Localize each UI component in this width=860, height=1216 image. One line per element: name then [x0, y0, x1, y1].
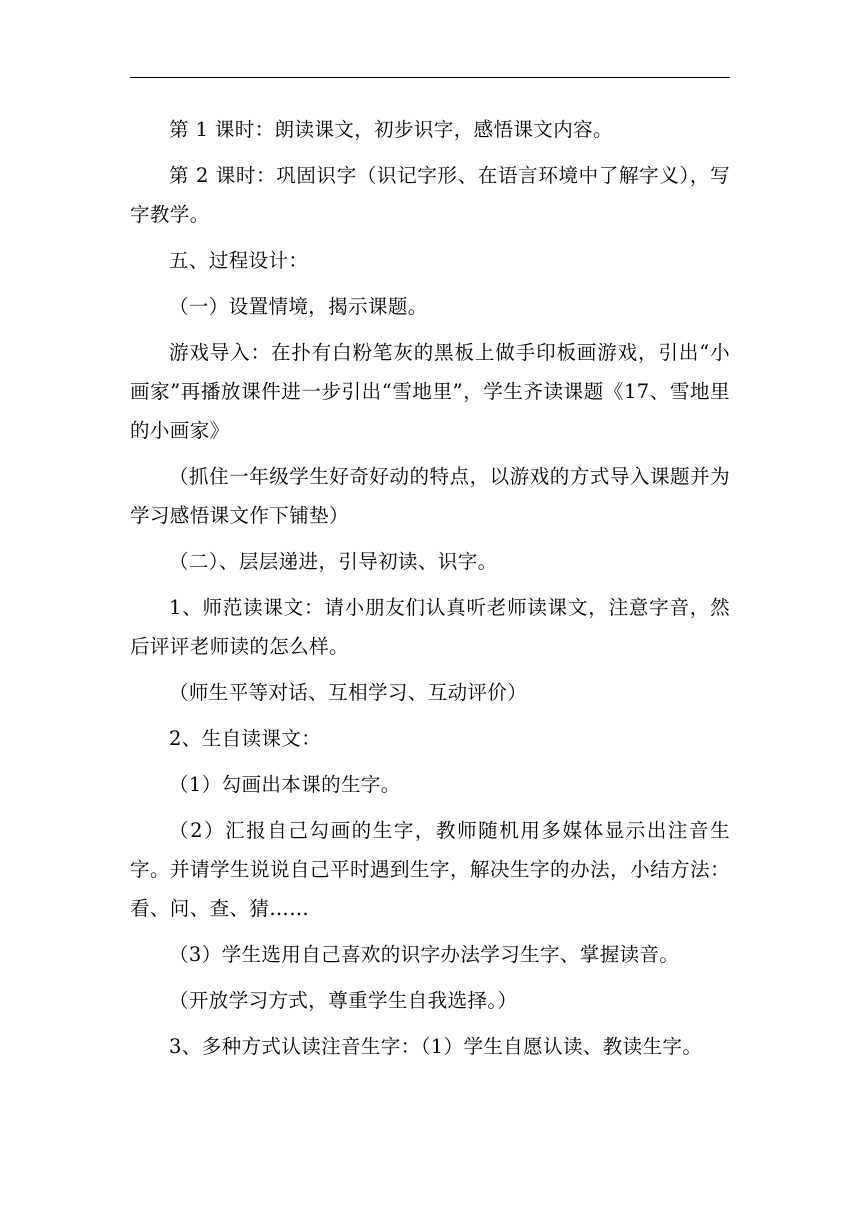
subheading-step-by-step: （二）、层层递进，引导初读、识字。	[169, 550, 498, 573]
paragraph-lesson-1: 第 1 课时：朗读课文，初步识字，感悟课文内容。	[169, 118, 613, 141]
header-rule	[130, 77, 730, 78]
paragraph-game-intro: 游戏导入：在扑有白粉笔灰的黑板上做手印板画游戏，引出“小画家”再播放课件进一步引出“雪地里”，学生齐读课题《17、雪地里的小画家》	[130, 341, 730, 442]
paragraph-mark-characters: （1）勾画出本课的生字。	[169, 773, 401, 796]
subheading-set-scene: （一）设置情境，揭示课题。	[169, 295, 428, 318]
paragraph-report-characters: （2）汇报自己勾画的生字，教师随机用多媒体显示出注音生字。并请学生说说自己平时遇到生字，解决生字的办法，小结方法：看、问、查、猜……	[130, 819, 730, 920]
paragraph-teacher-reading: 1、师范读课文：请小朋友们认真听老师读课文，注意字音，然后评评老师读的怎么样。	[130, 596, 730, 658]
paragraph-dialogue-note: （师生平等对话、互相学习、互动评价）	[169, 681, 528, 704]
paragraph-lesson-2: 第 2 课时：巩固识字（识记字形、在语言环境中了解字义），写字教学。	[130, 164, 730, 226]
document-body	[130, 110, 730, 1066]
paragraph-intro-note: （抓住一年级学生好奇好动的特点，以游戏的方式导入课题并为学习感悟课文作下铺垫）	[130, 465, 730, 527]
paragraph-open-learning-note: （开放学习方式，尊重学生自我选择。）	[169, 989, 518, 1012]
paragraph-read-characters: 3、多种方式认读注音生字：（1）学生自愿认读、教读生字。	[169, 1035, 703, 1058]
paragraph-self-reading: 2、生自读课文：	[169, 727, 322, 750]
section-heading-process-design: 五、过程设计：	[169, 249, 309, 272]
paragraph-choose-methods: （3）学生选用自己喜欢的识字办法学习生字、掌握读音。	[169, 943, 680, 966]
